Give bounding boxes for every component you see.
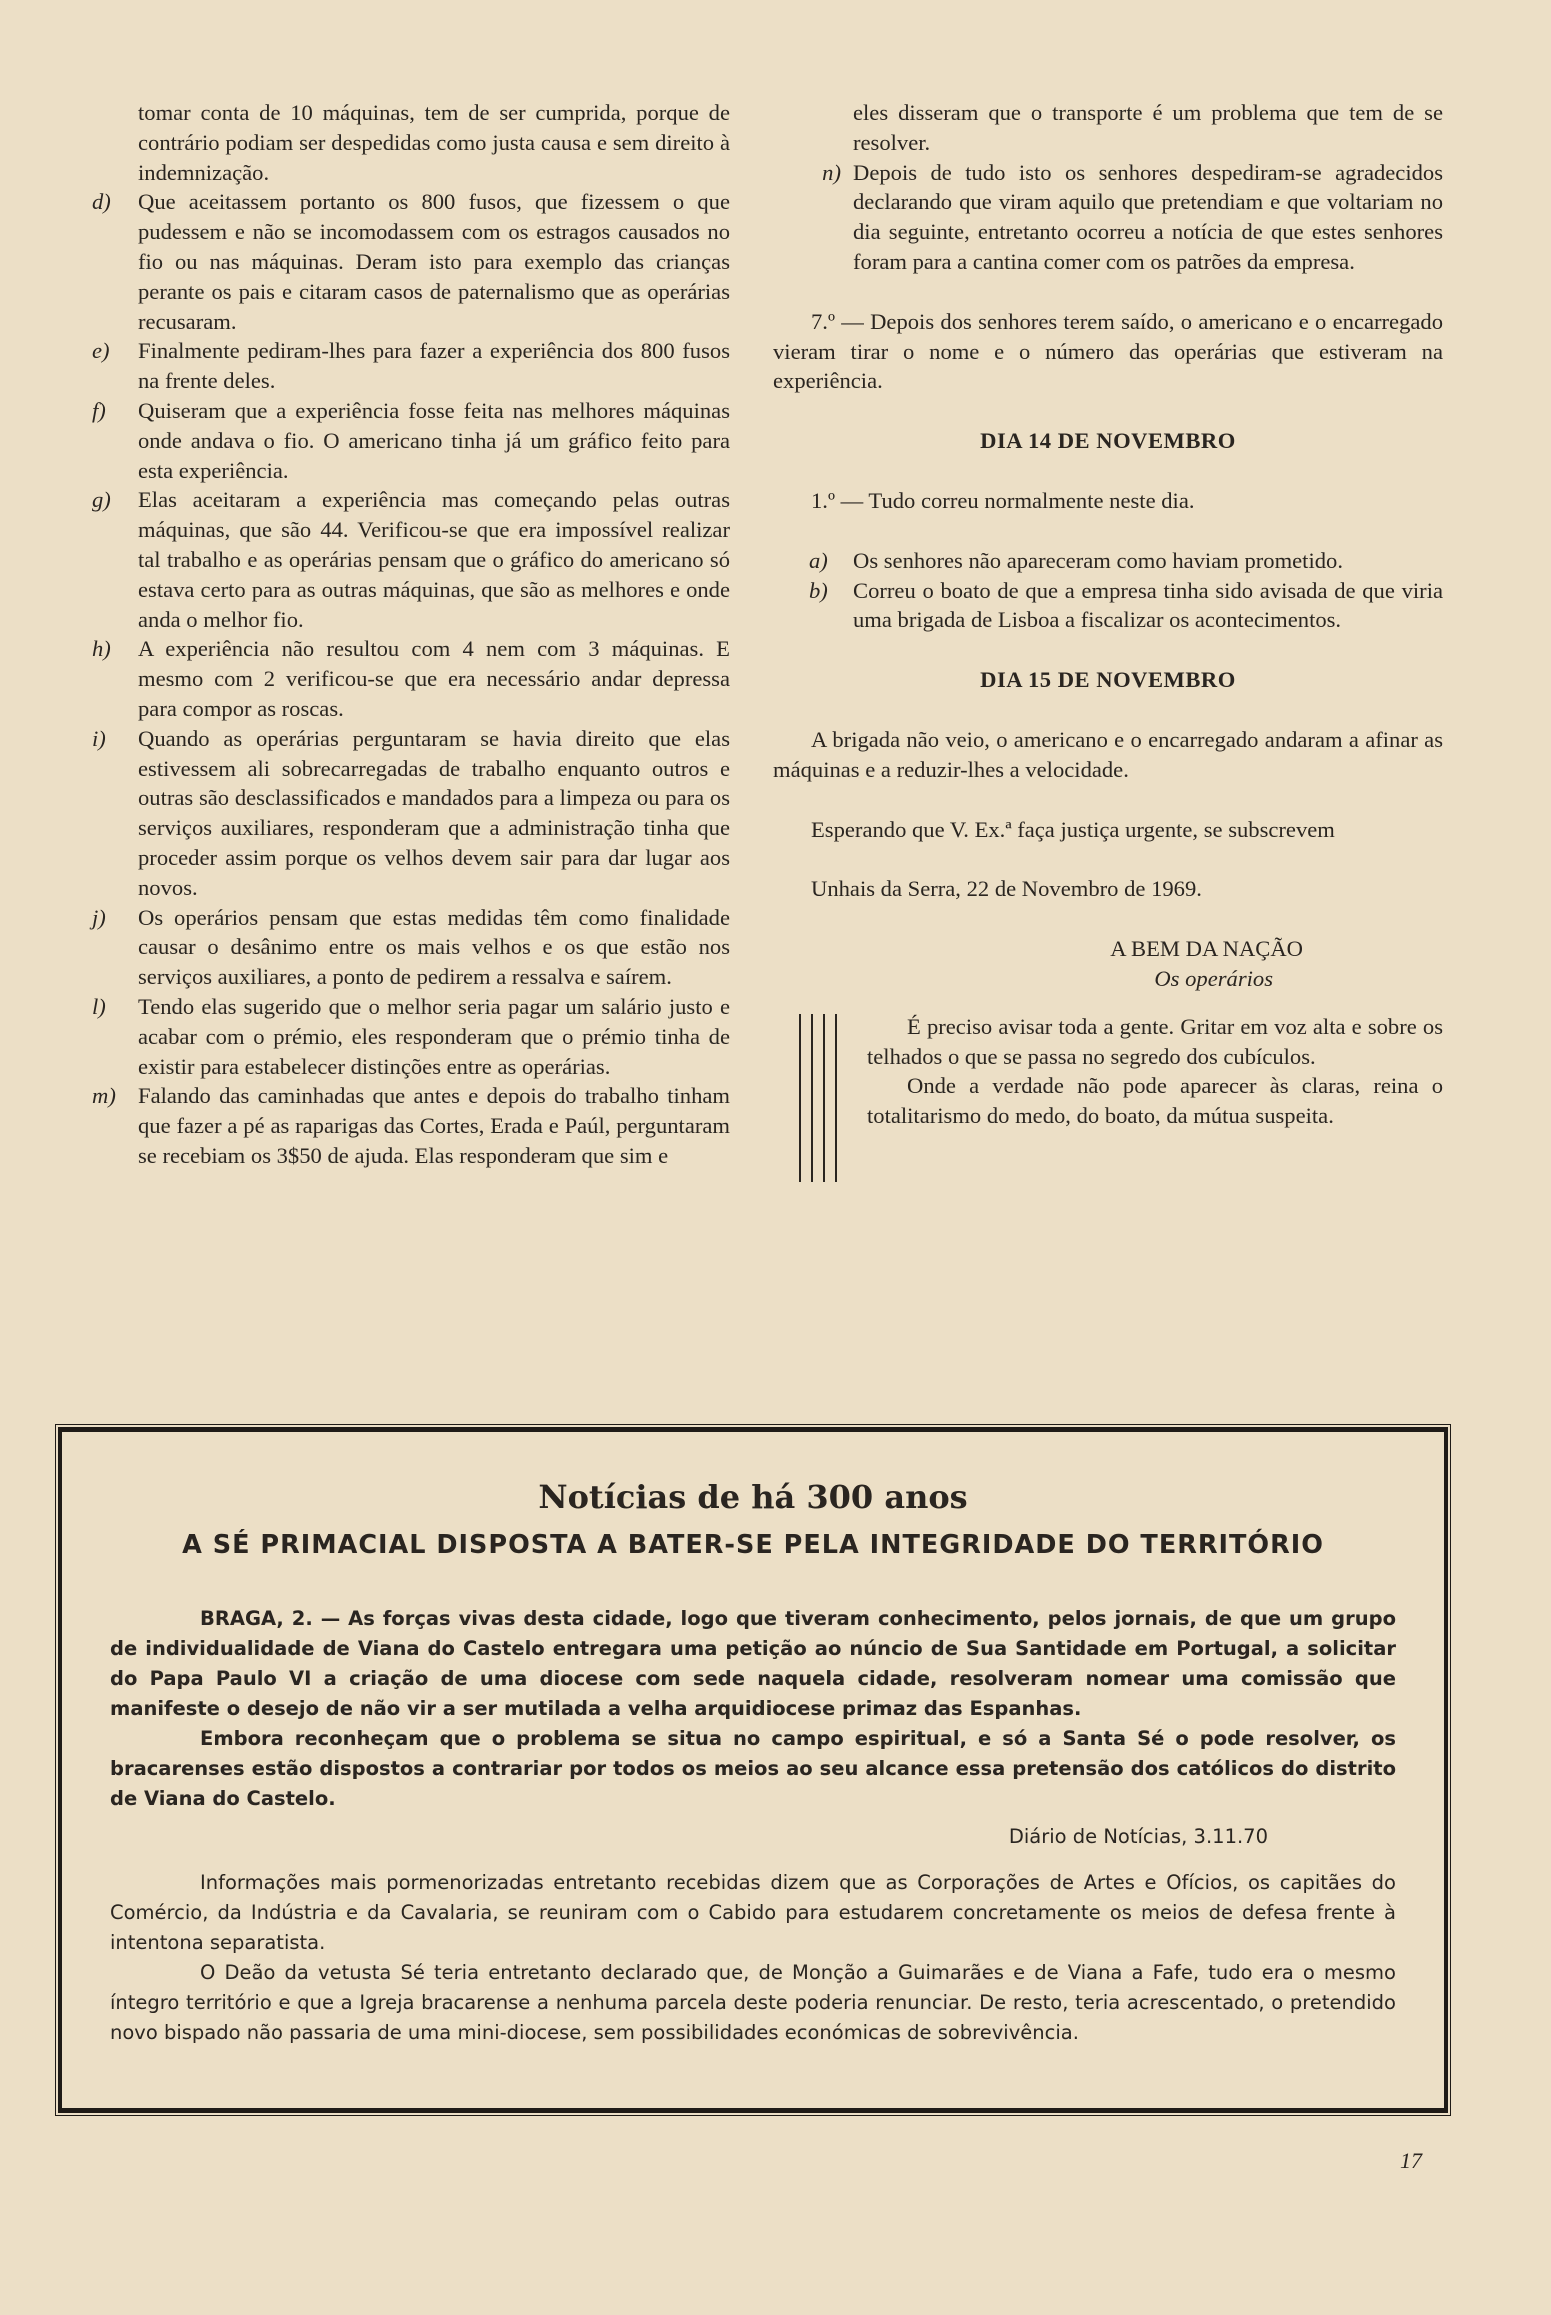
right-column: [773, 98, 1443, 1131]
item-label: i): [92, 725, 106, 751]
item-label: a): [809, 547, 828, 573]
list-item-a: [773, 546, 1443, 576]
item-label: f): [92, 397, 106, 423]
item-label: n): [822, 159, 841, 185]
item-text: Elas aceitaram a experiência mas começando pelas outras máquinas, que são 44. Verificou-se que era impossível realizar tal trabalho e as operárias pensam que o gráfico do americano só estava certo para as outras máquinas, que são as melhores e onde anda o melhor fio.: [138, 487, 730, 632]
list-item-j: [92, 903, 730, 992]
item-label: l): [92, 993, 106, 1019]
quote-bars: [799, 1014, 837, 1182]
closing-paragraph: Esperando que V. Ex.ª faça justiça urgente, se subscrevem: [811, 816, 1335, 842]
followup-paragraph: O Deão da vetusta Sé teria entretanto declarado que, de Monção a Guimarães e de Viana a Fafe, tudo era o mesmo íntegro território e que a Igreja bracarense a nenhuma parcela deste poderia renunciar. De resto, teria acrescentado, o pretendido novo bispado não passaria de uma mini-diocese, sem possibilidades económicas de sobrevivência.: [110, 1961, 1396, 2044]
list-item-m: [92, 1081, 730, 1170]
day-14-heading: DIA 14 DE NOVEMBRO: [980, 428, 1236, 454]
article-paragraph: Embora reconheçam que o problema se situa no campo espiritual, e só a Santa Sé o pode resolver, os bracarenses estão dispostos a contrariar por todos os meios ao seu alcance essa pretensão dos católicos do distrito de Viana do Castelo.: [110, 1727, 1396, 1810]
item-label: h): [92, 636, 111, 662]
item-text: A experiência não resultou com 4 nem com 3 máquinas. E mesmo com 2 verificou-se que era necessário andar depressa para compor as roscas.: [138, 636, 730, 721]
list-item-h: [92, 634, 730, 723]
followup-paragraph: Informações mais pormenorizadas entretanto recebidas dizem que as Corporações de Artes e Ofícios, os capitães do Comércio, da Indústria e da Cavalaria, se reuniram com o Cabido para estudarem concretamente os meios de defesa frente à intentona separatista.: [110, 1871, 1396, 1954]
item-text: Falando das caminhadas que antes e depois do trabalho tinham que fazer a pé as raparigas das Cortes, Erada e Paúl, perguntaram se recebiam os 3$50 de ajuda. Elas responderam que sim e: [138, 1083, 730, 1168]
article-source: Diário de Notícias, 3.11.70: [1008, 1825, 1268, 1848]
place-date: Unhais da Serra, 22 de Novembro de 1969.: [811, 876, 1202, 902]
item-text: Quando as operárias perguntaram se havia direito que elas estivessem ali sobrecarregadas de trabalho enquanto outros e outras são desclassificados e mandados para a limpeza ou para os serviços auxiliares, responderam que a administração tinha que proceder assim porque os velhos devem sair para dar lugar aos novos.: [138, 725, 730, 900]
item-text: Quiseram que a experiência fosse feita nas melhores máquinas onde andava o fio. O americano tinha já um gráfico feito para esta experiência.: [138, 397, 730, 483]
continuation-paragraph: eles disseram que o transporte é um problema que tem de se resolver.: [853, 100, 1443, 155]
paragraph-7: 7.º — Depois dos senhores terem saído, o americano e o encarregado vieram tirar o nome e o número das operárias que estiveram na experiência.: [773, 308, 1443, 394]
quote-paragraph: Onde a verdade não pode aparecer às claras, reina o totalitarismo do medo, do boato, da mútua suspeita.: [867, 1073, 1443, 1129]
item-label: e): [92, 338, 110, 364]
page-number: 17: [1400, 2148, 1422, 2173]
box-article: [110, 1604, 1396, 1852]
box-subtitle: A SÉ PRIMACIAL DISPOSTA A BATER-SE PELA INTEGRIDADE DO TERRITÓRIO: [182, 1530, 1324, 1560]
day-14-paragraph: 1.º — Tudo correu normalmente neste dia.: [811, 487, 1195, 513]
item-text: Finalmente pediram-lhes para fazer a experiência dos 800 fusos na frente deles.: [138, 338, 730, 394]
item-text: Depois de tudo isto os senhores despediram-se agradecidos declarando que viram aquilo que pretendiam e que voltariam no dia seguinte, entretanto ocorreu a notícia de que estes senhores foram para a cantina comer com os patrões da empresa.: [853, 159, 1443, 274]
signoff: A BEM DA NAÇÃO: [1110, 936, 1303, 962]
day-15-paragraph: A brigada não veio, o americano e o encarregado andaram a afinar as máquinas e a reduzir-lhes a velocidade.: [773, 726, 1443, 782]
intro-paragraph: tomar conta de 10 máquinas, tem de ser cumprida, porque de contrário podiam ser despedidas como justa causa e sem direito à indemnização.: [138, 100, 730, 185]
list-item-i: [92, 724, 730, 903]
signers: Os operários: [1154, 965, 1273, 991]
quote-paragraph: É preciso avisar toda a gente. Gritar em voz alta e sobre os telhados o que se passa no segredo dos cubículos.: [867, 1013, 1443, 1069]
day-15-heading: DIA 15 DE NOVEMBRO: [980, 667, 1236, 693]
item-text: Os operários pensam que estas medidas têm como finalidade causar o desânimo entre os mais velhos e os que estão nos serviços auxiliares, a ponto de pedirem a ressalva e saírem.: [138, 904, 730, 990]
item-text: Correu o boato de que a empresa tinha sido avisada de que viria uma brigada de Lisboa a fiscalizar os acontecimentos.: [853, 577, 1443, 633]
item-label: m): [92, 1083, 116, 1109]
item-text: Que aceitassem portanto os 800 fusos, que fizessem o que pudessem e não se incomodassem com os estragos causados no fio ou nas máquinas. Deram isto para exemplo das crianças perante os pais e citaram casos de paternalismo que as operárias recusaram.: [138, 189, 730, 334]
item-text: Os senhores não apareceram como haviam prometido.: [853, 547, 1343, 573]
item-label: g): [92, 487, 111, 513]
left-column: [92, 98, 730, 1171]
list-item-g: [92, 485, 730, 634]
box-followup: [110, 1868, 1396, 2048]
list-item-e: [92, 336, 730, 396]
list-item-b: [773, 576, 1443, 636]
list-item-f: [92, 396, 730, 485]
list-item-l: [92, 992, 730, 1081]
quote-block: [773, 1012, 1443, 1131]
item-label: j): [92, 904, 106, 930]
item-label: d): [92, 189, 111, 215]
article-paragraph: BRAGA, 2. — As forças vivas desta cidade, logo que tiveram conhecimento, pelos jornais, de que um grupo de individualidade de Viana do Castelo entregara uma petição ao núncio de Sua Santidade em Portugal, a solicitar do Papa Paulo VI a criação de uma diocese com sede naquela cidade, resolveram nomear uma comissão que manifeste o desejo de não vir a ser mutilada a velha arquidiocese primaz das Espanhas.: [110, 1607, 1396, 1720]
list-item-n: [773, 158, 1443, 277]
item-label: b): [809, 577, 828, 603]
box-title: Notícias de há 300 anos: [538, 1478, 968, 1516]
news-box: [58, 1427, 1448, 2113]
list-item-d: [92, 187, 730, 336]
item-text: Tendo elas sugerido que o melhor seria pagar um salário justo e acabar com o prémio, eles responderam que o prémio tinha de existir para estabelecer distinções entre as operárias.: [138, 993, 730, 1079]
